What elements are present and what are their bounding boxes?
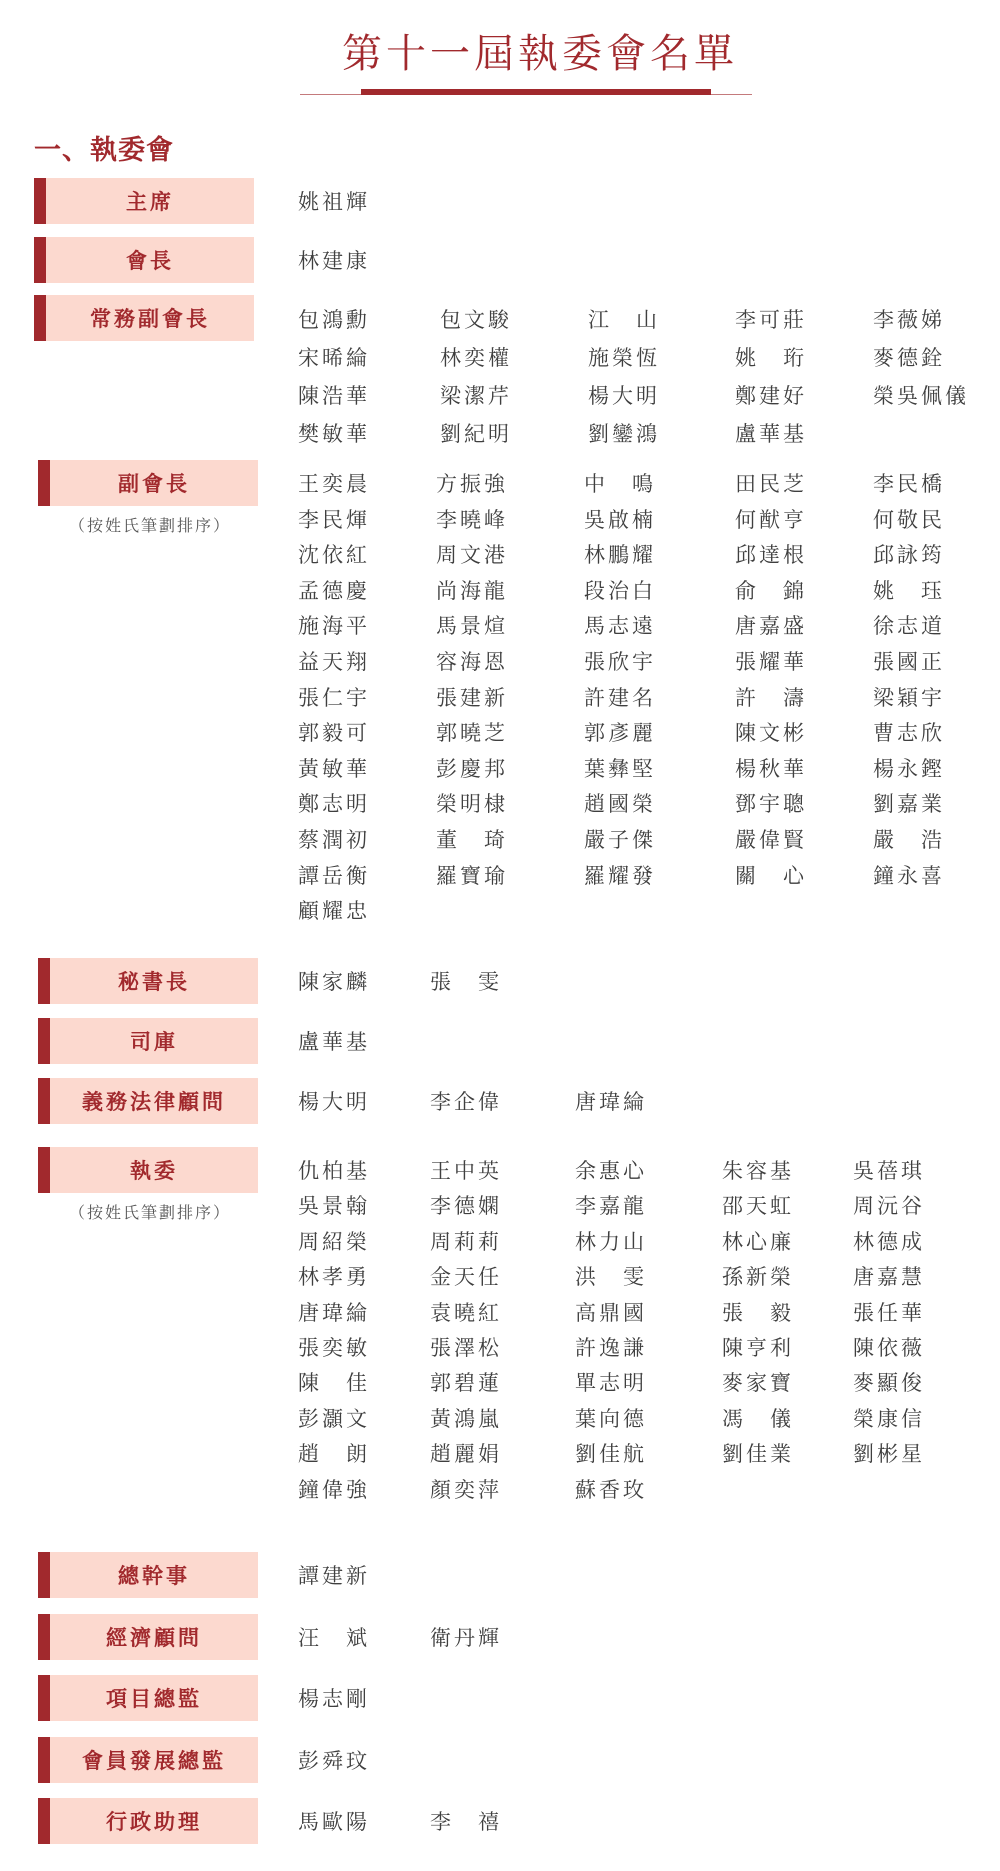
member-name: 劉佳航	[575, 1442, 647, 1467]
page-title: 第十一屆執委會名單	[342, 31, 738, 77]
member-name: 衛丹輝	[430, 1626, 502, 1650]
member-name: 鐘永喜	[873, 863, 945, 888]
member-name: 陳文彬	[735, 721, 807, 746]
member-name: 單志明	[575, 1371, 647, 1396]
member-name: 盧華基	[735, 422, 807, 446]
member-name: 顏奕萍	[430, 1477, 502, 1502]
member-name: 唐嘉慧	[853, 1265, 925, 1290]
member-name: 姚祖輝	[298, 190, 370, 214]
member-name: 段治白	[584, 578, 656, 603]
member-name: 彭慶邦	[436, 756, 508, 781]
member-name: 邵天虹	[722, 1194, 794, 1219]
member-name: 蔡潤初	[298, 827, 370, 852]
member-name: 劉佳業	[722, 1442, 794, 1467]
member-name: 關 心	[735, 863, 807, 888]
member-name: 譚岳衡	[298, 863, 370, 888]
member-name: 施榮恆	[588, 346, 660, 370]
member-name: 鄭建好	[735, 384, 807, 408]
member-name: 林力山	[575, 1229, 647, 1254]
member-name: 王中英	[430, 1159, 502, 1183]
label-legal-advisor: 義務法律顧問	[38, 1078, 258, 1124]
member-name: 陳 佳	[298, 1371, 370, 1396]
member-name: 周紹榮	[298, 1229, 370, 1254]
member-name: 陳浩華	[298, 384, 370, 408]
member-name: 吳景翰	[298, 1194, 370, 1219]
member-name: 嚴偉賢	[735, 827, 807, 852]
label-president: 會長	[34, 237, 254, 283]
member-name: 林德成	[853, 1229, 925, 1254]
member-name: 劉紀明	[440, 422, 512, 446]
member-name: 張欣宇	[584, 649, 656, 674]
member-name: 楊大明	[298, 1090, 370, 1114]
member-name: 鄭志明	[298, 792, 370, 817]
label-membership-director: 會員發展總監	[38, 1737, 258, 1783]
member-name: 金天任	[430, 1265, 502, 1290]
member-name: 唐瑋綸	[298, 1300, 370, 1325]
member-name: 馬歐陽	[298, 1810, 370, 1834]
member-name: 董 琦	[436, 827, 508, 852]
member-name: 盧華基	[298, 1030, 370, 1054]
section-heading: 一、執委會	[34, 135, 174, 166]
member-name: 余惠心	[575, 1159, 647, 1183]
vp-sort-note: （按姓氏筆劃排序）	[68, 516, 231, 535]
member-name: 許 濤	[735, 685, 807, 710]
member-name: 楊大明	[588, 384, 660, 408]
member-name: 黃敏華	[298, 756, 370, 781]
member-name: 馬景煊	[436, 614, 508, 639]
member-name: 鄧宇聰	[735, 792, 807, 817]
member-name: 許逸謙	[575, 1335, 647, 1360]
member-name: 包鴻勳	[298, 308, 370, 332]
member-name: 李民煇	[298, 507, 370, 532]
member-name: 張 雯	[430, 970, 502, 994]
label-committee: 執委	[38, 1147, 258, 1193]
member-name: 羅寶瑜	[436, 863, 508, 888]
member-name: 張耀華	[735, 649, 807, 674]
member-name: 梁潔芹	[440, 384, 512, 408]
member-name: 榮吳佩儀	[873, 384, 969, 408]
member-name: 姚 珏	[873, 578, 945, 603]
member-name: 陳亨利	[722, 1335, 794, 1360]
member-name: 曹志欣	[873, 721, 945, 746]
member-name: 林鵬耀	[584, 543, 656, 568]
member-name: 趙國榮	[584, 792, 656, 817]
member-name: 汪 斌	[298, 1626, 370, 1650]
member-name: 楊志剛	[298, 1687, 370, 1711]
member-name: 高鼎國	[575, 1300, 647, 1325]
member-name: 羅耀發	[584, 863, 656, 888]
label-vp: 副會長	[38, 460, 258, 506]
member-name: 李企偉	[430, 1090, 502, 1114]
member-name: 張任華	[853, 1300, 925, 1325]
member-name: 林孝勇	[298, 1265, 370, 1290]
member-name: 方振強	[436, 472, 508, 496]
member-name: 孫新榮	[722, 1265, 794, 1290]
member-name: 榮明棣	[436, 792, 508, 817]
label-general-secretary: 總幹事	[38, 1552, 258, 1598]
member-name: 榮康信	[853, 1406, 925, 1431]
member-name: 包文駿	[440, 308, 512, 332]
member-name: 張奕敏	[298, 1335, 370, 1360]
member-name: 李曉峰	[436, 507, 508, 532]
member-name: 麥德銓	[873, 346, 945, 370]
member-name: 江 山	[588, 308, 660, 332]
label-admin-assistant: 行政助理	[38, 1798, 258, 1844]
committee-sort-note: （按姓氏筆劃排序）	[68, 1203, 231, 1222]
member-name: 吳蓓琪	[853, 1159, 925, 1183]
member-name: 容海恩	[436, 649, 508, 674]
member-name: 邱詠筠	[873, 543, 945, 568]
member-name: 李德嫻	[430, 1194, 502, 1219]
member-name: 張澤松	[430, 1335, 502, 1360]
member-name: 朱容基	[722, 1159, 794, 1183]
member-name: 麥顯俊	[853, 1371, 925, 1396]
member-name: 唐嘉盛	[735, 614, 807, 639]
member-name: 俞 錦	[735, 578, 807, 603]
member-name: 李薇娣	[873, 308, 945, 332]
label-treasurer: 司庫	[38, 1018, 258, 1064]
member-name: 陳家麟	[298, 970, 370, 994]
member-name: 中 鳴	[584, 472, 656, 496]
member-name: 許建名	[584, 685, 656, 710]
member-name: 顧耀忠	[298, 899, 370, 924]
member-name: 彭舜玟	[298, 1749, 370, 1773]
member-name: 王奕晨	[298, 472, 370, 496]
member-name: 葉彝堅	[584, 756, 656, 781]
member-name: 張仁宇	[298, 685, 370, 710]
member-name: 吳啟楠	[584, 507, 656, 532]
member-name: 沈依紅	[298, 543, 370, 568]
member-name: 周莉莉	[430, 1229, 502, 1254]
member-name: 徐志道	[873, 614, 945, 639]
member-name: 嚴 浩	[873, 827, 945, 852]
member-name: 林建康	[298, 249, 370, 273]
member-name: 楊永鏗	[873, 756, 945, 781]
member-name: 樊敏華	[298, 422, 370, 446]
member-name: 鐘偉強	[298, 1477, 370, 1502]
member-name: 張建新	[436, 685, 508, 710]
member-name: 孟德慶	[298, 578, 370, 603]
member-name: 郭毅可	[298, 721, 370, 746]
member-name: 馬志遠	[584, 614, 656, 639]
member-name: 郭碧蓮	[430, 1371, 502, 1396]
member-name: 李民橋	[873, 472, 945, 496]
member-name: 譚建新	[298, 1564, 370, 1588]
member-name: 林奕權	[440, 346, 512, 370]
label-project-director: 項目總監	[38, 1675, 258, 1721]
member-name: 陳依薇	[853, 1335, 925, 1360]
member-name: 何敬民	[873, 507, 945, 532]
member-name: 益天翔	[298, 649, 370, 674]
member-name: 施海平	[298, 614, 370, 639]
member-name: 趙 朗	[298, 1442, 370, 1467]
member-name: 楊秋華	[735, 756, 807, 781]
member-name: 彭灝文	[298, 1406, 370, 1431]
member-name: 馮 儀	[722, 1406, 794, 1431]
label-economic-advisor: 經濟顧問	[38, 1614, 258, 1660]
member-name: 宋晞綸	[298, 346, 370, 370]
member-name: 劉鑾鴻	[588, 422, 660, 446]
member-name: 唐瑋綸	[575, 1090, 647, 1114]
member-name: 尚海龍	[436, 578, 508, 603]
label-chairman: 主席	[34, 178, 254, 224]
member-name: 周沅谷	[853, 1194, 925, 1219]
member-name: 趙麗娟	[430, 1442, 502, 1467]
member-name: 邱達根	[735, 543, 807, 568]
member-name: 周文港	[436, 543, 508, 568]
member-name: 袁曉紅	[430, 1300, 502, 1325]
member-name: 郭曉芝	[436, 721, 508, 746]
member-name: 郭彥麗	[584, 721, 656, 746]
member-name: 洪 雯	[575, 1265, 647, 1290]
member-name: 田民芝	[735, 472, 807, 496]
member-name: 何猷亨	[735, 507, 807, 532]
label-secretary-general: 秘書長	[38, 958, 258, 1004]
label-exec-vp: 常務副會長	[34, 295, 254, 341]
member-name: 張 毅	[722, 1300, 794, 1325]
title-underline-thick	[361, 89, 711, 95]
member-name: 劉彬星	[853, 1442, 925, 1467]
member-name: 麥家寶	[722, 1371, 794, 1396]
member-name: 梁穎宇	[873, 685, 945, 710]
member-name: 仇柏基	[298, 1159, 370, 1183]
member-name: 嚴子傑	[584, 827, 656, 852]
member-name: 黃鴻嵐	[430, 1406, 502, 1431]
member-name: 林心廉	[722, 1229, 794, 1254]
member-name: 姚 珩	[735, 346, 807, 370]
member-name: 蘇香玫	[575, 1477, 647, 1502]
member-name: 李可莊	[735, 308, 807, 332]
member-name: 李 禧	[430, 1810, 502, 1834]
member-name: 張國正	[873, 649, 945, 674]
member-name: 劉嘉業	[873, 792, 945, 817]
member-name: 葉向德	[575, 1406, 647, 1431]
member-name: 李嘉龍	[575, 1194, 647, 1219]
